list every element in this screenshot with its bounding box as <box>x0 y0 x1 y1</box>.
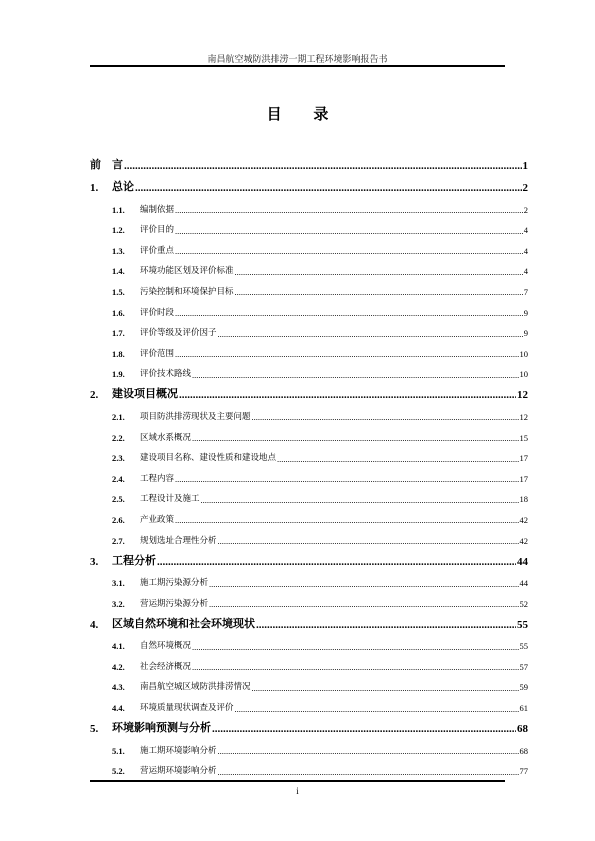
toc-entry-number: 4.4. <box>112 703 125 714</box>
toc-entry-page: 57 <box>519 661 528 672</box>
toc-section-entry[interactable] <box>90 756 528 777</box>
toc-section-entry[interactable] <box>90 443 528 464</box>
toc-chapter-entry[interactable] <box>90 713 528 735</box>
toc-section-entry[interactable] <box>90 735 528 756</box>
toc-chapter-entry[interactable] <box>90 379 528 401</box>
toc-entry-label: 总论 <box>112 181 134 193</box>
toc-entry-label: 言 <box>112 159 123 171</box>
toc-entry-number: 4.1. <box>112 641 125 652</box>
toc-entry-label: 评价时段 <box>140 306 175 317</box>
table-of-contents <box>90 150 528 776</box>
toc-entry-number: 3.1. <box>112 578 125 589</box>
toc-entry-label: 工程设计及施工 <box>140 493 200 504</box>
dot-leader <box>175 227 523 236</box>
toc-entry-page: 4 <box>523 245 528 256</box>
toc-entry-label: 社会经济概况 <box>140 660 192 671</box>
toc-entry-number: 1.4. <box>112 266 125 277</box>
toc-entry-page: 17 <box>519 473 528 484</box>
toc-section-entry[interactable] <box>90 568 528 589</box>
toc-entry-page: 18 <box>519 494 528 505</box>
toc-entry-page: 9 <box>523 307 528 318</box>
toc-section-entry[interactable] <box>90 401 528 422</box>
toc-entry-number: 3. <box>90 555 99 568</box>
toc-entry-page: 55 <box>519 641 528 652</box>
toc-entry-number: 1.1. <box>112 204 125 215</box>
toc-chapter-entry[interactable] <box>90 150 528 172</box>
dot-leader <box>175 516 518 525</box>
toc-entry-label: 营运期环境影响分析 <box>140 765 217 776</box>
dot-leader <box>135 183 522 194</box>
toc-entry-number: 1.9. <box>112 369 125 380</box>
toc-entry-label: 评价技术路线 <box>140 368 192 379</box>
toc-entry-label: 工程分析 <box>112 554 156 567</box>
dot-leader <box>235 705 519 714</box>
toc-entry-label: 区域自然环境和社会环境现状 <box>112 617 255 630</box>
dot-leader <box>175 475 518 484</box>
toc-entry-number: 1.5. <box>112 286 125 297</box>
toc-section-entry[interactable] <box>90 256 528 277</box>
page-number: i <box>296 786 299 796</box>
toc-entry-page: 44 <box>517 555 528 568</box>
toc-entry-page: 15 <box>519 432 528 443</box>
toc-entry-label: 环境质量现状调查及评价 <box>140 702 234 713</box>
dot-leader <box>175 206 523 215</box>
toc-entry-number: 4.2. <box>112 661 125 672</box>
toc-entry-label: 污染控制和环境保护目标 <box>140 285 234 296</box>
toc-entry-page: 2 <box>523 204 528 215</box>
toc-entry-label: 营运期污染源分析 <box>140 597 209 608</box>
toc-section-entry[interactable] <box>90 215 528 236</box>
dot-leader <box>252 413 519 422</box>
toc-entry-page: 12 <box>517 389 528 402</box>
dot-leader <box>192 371 518 380</box>
dot-leader <box>157 557 516 568</box>
toc-entry-label: 编制依据 <box>140 203 175 214</box>
toc-entry-label: 施工期环境影响分析 <box>140 744 217 755</box>
toc-entry-number: 1.2. <box>112 225 125 236</box>
toc-section-entry[interactable] <box>90 692 528 713</box>
toc-section-entry[interactable] <box>90 651 528 672</box>
toc-section-entry[interactable] <box>90 235 528 256</box>
toc-section-entry[interactable] <box>90 631 528 652</box>
toc-entry-page: 42 <box>519 514 528 525</box>
dot-leader <box>175 350 518 359</box>
dot-leader <box>124 161 522 172</box>
toc-entry-page: 61 <box>519 703 528 714</box>
toc-entry-label: 南昌航空城区域防洪排涝情况 <box>140 681 251 692</box>
footer-rule <box>90 780 505 782</box>
toc-entry-page: 12 <box>519 411 528 422</box>
toc-entry-label: 评价目的 <box>140 224 175 235</box>
toc-section-entry[interactable] <box>90 338 528 359</box>
dot-leader <box>175 247 523 256</box>
toc-entry-number: 1.8. <box>112 348 125 359</box>
running-header: 南昌航空城防洪排涝一期工程环境影响报告书 <box>207 54 388 64</box>
toc-entry-label: 产业政策 <box>140 513 175 524</box>
toc-entry-number: 5.1. <box>112 745 125 756</box>
dot-leader <box>209 600 518 609</box>
toc-entry-label: 区域水系概况 <box>140 431 192 442</box>
toc-entry-page: 52 <box>519 598 528 609</box>
toc-entry-label: 建设项目概况 <box>112 388 178 401</box>
toc-entry-number: 1.6. <box>112 307 125 318</box>
toc-entry-number: 2.3. <box>112 453 125 464</box>
toc-entry-number: 5.2. <box>112 766 125 777</box>
toc-section-entry[interactable] <box>90 484 528 505</box>
toc-entry-number: 1. <box>90 182 99 194</box>
toc-entry-label: 自然环境概况 <box>140 640 192 651</box>
toc-entry-label: 评价重点 <box>140 244 175 255</box>
toc-entry-label: 项目防洪排涝现状及主要问题 <box>140 410 251 421</box>
toc-entry-page: 42 <box>519 535 528 546</box>
dot-leader <box>277 455 518 464</box>
dot-leader <box>218 768 519 777</box>
toc-entry-number: 前 <box>90 159 101 171</box>
toc-section-entry[interactable] <box>90 276 528 297</box>
toc-chapter-entry[interactable] <box>90 172 528 194</box>
dot-leader <box>212 724 516 735</box>
toc-entry-number: 3.2. <box>112 598 125 609</box>
toc-section-entry[interactable] <box>90 318 528 339</box>
toc-entry-page: 10 <box>519 348 528 359</box>
toc-chapter-entry[interactable] <box>90 609 528 631</box>
dot-leader <box>201 496 519 505</box>
toc-entry-page: 59 <box>519 682 528 693</box>
toc-entry-label: 评价等级及评价因子 <box>140 327 217 338</box>
toc-section-entry[interactable] <box>90 297 528 318</box>
toc-section-entry[interactable] <box>90 422 528 443</box>
toc-entry-number: 2. <box>90 389 99 402</box>
toc-entry-number: 2.7. <box>112 535 125 546</box>
toc-entry-page: 44 <box>519 578 528 589</box>
toc-entry-page: 17 <box>519 453 528 464</box>
toc-entry-page: 9 <box>523 328 528 339</box>
toc-entry-number: 4. <box>90 618 99 631</box>
toc-entry-label: 评价范围 <box>140 347 175 358</box>
toc-section-entry[interactable] <box>90 504 528 525</box>
toc-entry-number: 2.4. <box>112 473 125 484</box>
toc-entry-label: 建设项目名称、建设性质和建设地点 <box>140 452 277 463</box>
dot-leader <box>235 268 523 277</box>
toc-entry-number: 2.6. <box>112 514 125 525</box>
toc-entry-number: 1.3. <box>112 245 125 256</box>
toc-title: 目 录 <box>266 107 343 123</box>
header-rule <box>90 65 505 67</box>
toc-section-entry[interactable] <box>90 588 528 609</box>
toc-entry-page: 77 <box>519 766 528 777</box>
toc-entry-label: 环境功能区划及评价标准 <box>140 265 234 276</box>
dot-leader <box>252 684 519 693</box>
dot-leader <box>192 663 518 672</box>
dot-leader <box>218 537 519 546</box>
toc-entry-label: 施工期污染源分析 <box>140 577 209 588</box>
dot-leader <box>218 330 523 339</box>
toc-entry-page: 2 <box>522 182 528 194</box>
toc-section-entry[interactable] <box>90 463 528 484</box>
toc-entry-label: 规划选址合理性分析 <box>140 534 217 545</box>
toc-section-entry[interactable] <box>90 359 528 380</box>
dot-leader <box>175 309 523 318</box>
toc-entry-page: 10 <box>519 369 528 380</box>
dot-leader <box>192 643 518 652</box>
toc-entry-page: 4 <box>523 266 528 277</box>
toc-entry-page: 68 <box>517 723 528 736</box>
dot-leader <box>192 434 518 443</box>
toc-entry-page: 7 <box>523 286 528 297</box>
dot-leader <box>209 580 518 589</box>
toc-entry-number: 2.5. <box>112 494 125 505</box>
toc-entry-label: 环境影响预测与分析 <box>112 722 211 735</box>
toc-entry-number: 2.2. <box>112 432 125 443</box>
dot-leader <box>179 390 516 401</box>
toc-section-entry[interactable] <box>90 525 528 546</box>
toc-section-entry[interactable] <box>90 194 528 215</box>
toc-entry-page: 55 <box>517 618 528 631</box>
dot-leader <box>235 288 523 297</box>
toc-entry-label: 工程内容 <box>140 472 175 483</box>
toc-entry-number: 4.3. <box>112 682 125 693</box>
dot-leader <box>218 747 519 756</box>
toc-entry-number: 1.7. <box>112 328 125 339</box>
dot-leader <box>256 620 516 631</box>
toc-chapter-entry[interactable] <box>90 546 528 568</box>
toc-entry-number: 5. <box>90 723 99 736</box>
toc-entry-page: 68 <box>519 745 528 756</box>
toc-entry-page: 1 <box>522 160 528 172</box>
toc-section-entry[interactable] <box>90 672 528 693</box>
toc-entry-page: 4 <box>523 225 528 236</box>
toc-entry-number: 2.1. <box>112 411 125 422</box>
